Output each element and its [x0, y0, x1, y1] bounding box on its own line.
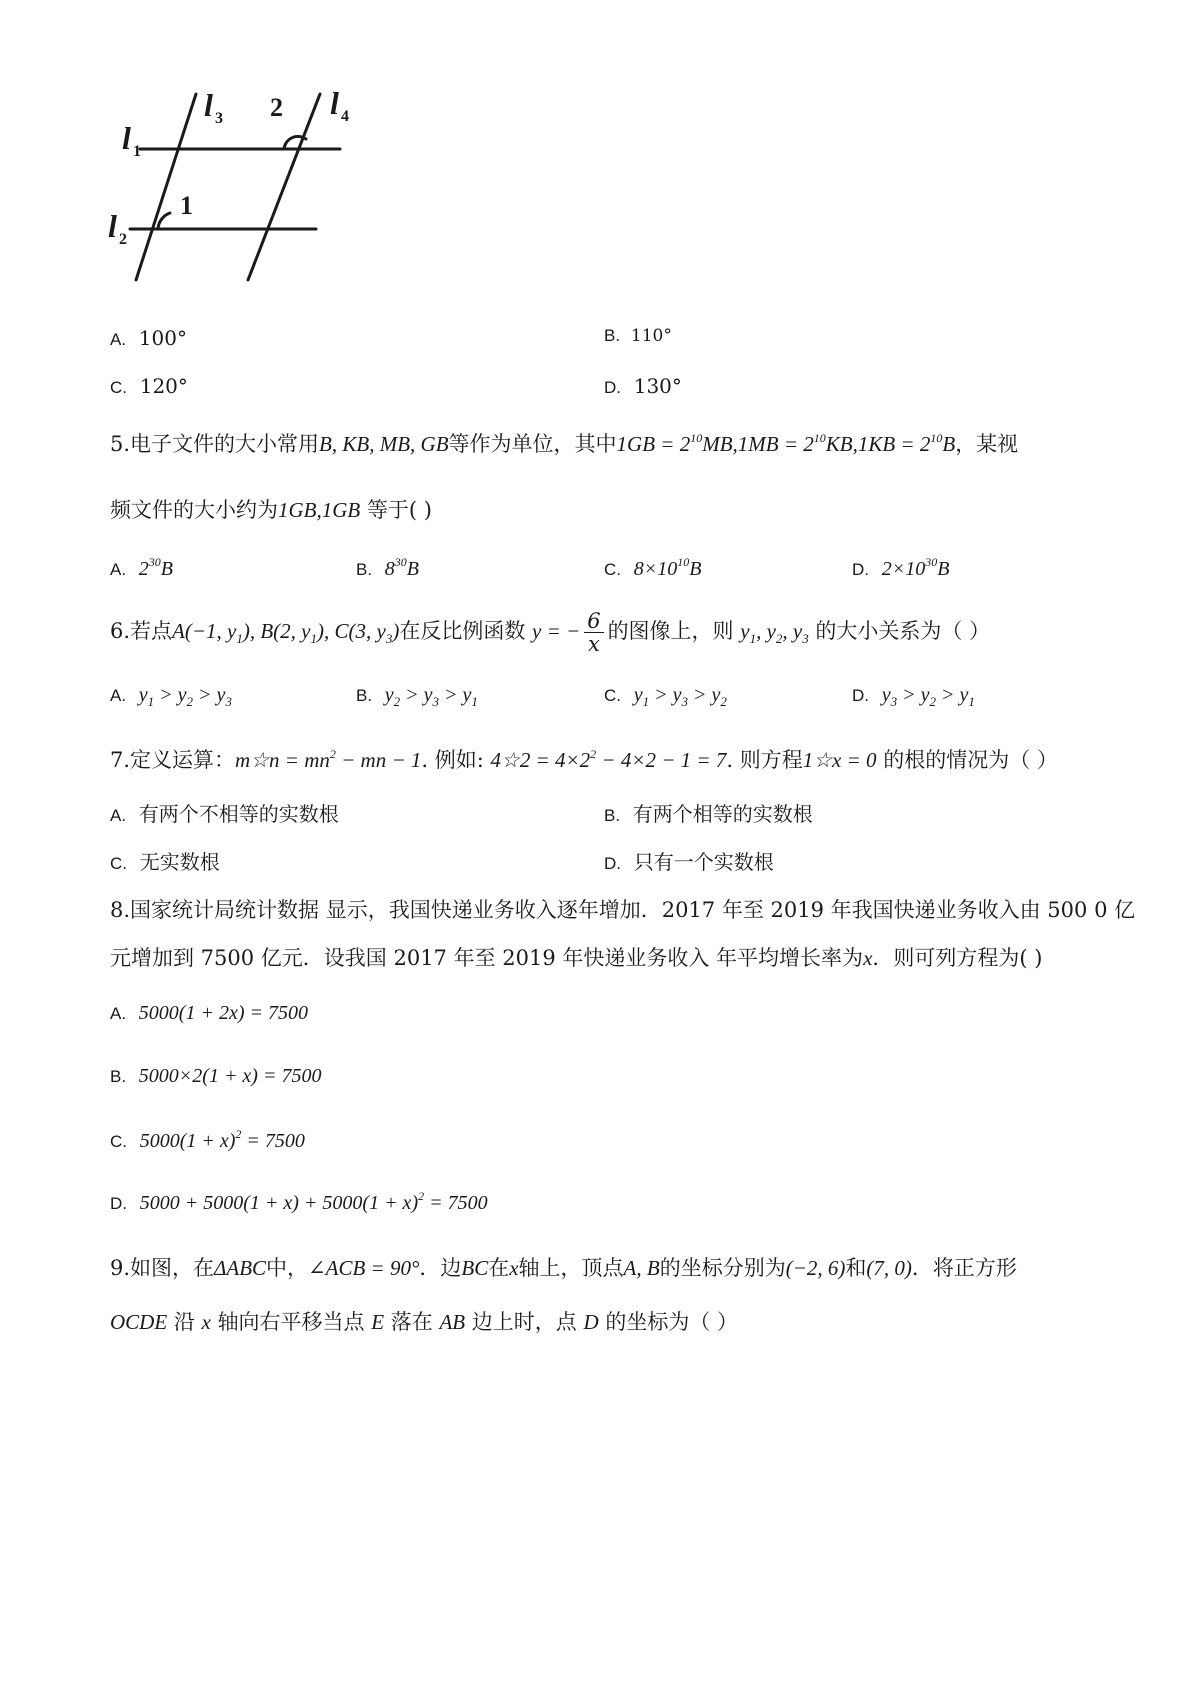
label-angle-1: 1	[180, 191, 193, 220]
q8-option-b[interactable]	[110, 1063, 321, 1088]
label-l1: l	[122, 120, 131, 156]
option-label: A.	[110, 686, 127, 705]
text: 轴向右平移当点	[217, 1310, 365, 1334]
text: 元增加到 7500 亿元．设我国 2017 年至 2019 年快递业务收入 年平均增长率为	[110, 946, 864, 970]
option-text: $5000(1 + x)^2 = 7500$	[139, 1127, 305, 1152]
option-text: 无实数根	[139, 850, 220, 874]
text: 的坐标分别为	[659, 1256, 786, 1280]
math: 1GB,1GB	[278, 498, 361, 522]
line-l3	[136, 94, 196, 280]
label-l2-sub: 2	[119, 231, 127, 248]
label-l4: l	[330, 92, 339, 121]
q6-option-b[interactable]	[356, 682, 478, 707]
option-text: 有两个不相等的实数根	[138, 802, 339, 826]
text: 在	[488, 1256, 510, 1280]
math: B, KB, MB, GB	[319, 432, 449, 456]
question-number: 7.	[110, 748, 131, 772]
q8-option-d[interactable]	[110, 1190, 488, 1215]
fraction: $\frac{6}{x}$	[584, 610, 603, 655]
question-number: 8.	[110, 898, 131, 922]
option-label: C.	[110, 378, 127, 397]
q4-option-c[interactable]	[110, 374, 188, 398]
text: 国家统计局统计数据 显示，我国快递业务收入逐年增加．2017 年至 2019 年我国快递业务收入由 500 0 亿	[130, 898, 1136, 922]
q6-option-d[interactable]	[852, 682, 975, 707]
option-label: B.	[356, 560, 373, 579]
label-l3-sub: 3	[215, 110, 223, 127]
text: ．将正方形	[911, 1256, 1017, 1280]
option-label: C.	[604, 560, 621, 579]
question-number: 9.	[110, 1256, 131, 1280]
label-l1-sub: 1	[133, 143, 141, 160]
option-label: D.	[110, 1194, 127, 1213]
math: AB	[439, 1310, 466, 1334]
math: 4☆2 = $4\times 2^2 - 4\times 2 - 1 = 7$	[490, 747, 727, 772]
option-label: B.	[604, 806, 621, 825]
text: 边上时，点	[471, 1310, 577, 1334]
label-l2: l	[108, 208, 117, 244]
label-l3: l	[204, 92, 213, 123]
q6-option-a[interactable]	[110, 682, 232, 707]
line-l4	[248, 94, 320, 280]
q4-option-a[interactable]	[110, 326, 187, 350]
option-label: D.	[604, 854, 621, 873]
math: E	[371, 1310, 385, 1334]
question-number: 6.	[110, 619, 131, 644]
math: ∠ACB = 90°	[308, 1256, 420, 1280]
option-text: 5000×2(1 + x) = 7500	[138, 1065, 322, 1087]
option-label: C.	[604, 686, 621, 705]
option-label: D.	[852, 560, 869, 579]
text: 等作为单位，其中	[448, 432, 617, 456]
angle-1-arc	[158, 213, 170, 229]
q5-option-a[interactable]	[110, 556, 173, 581]
q5-line2	[110, 494, 432, 524]
option-label: A.	[110, 330, 127, 349]
question-number: 5.	[110, 432, 131, 456]
q9-line1	[110, 1252, 1017, 1282]
option-text: $y_1 > y_3 > y_2$	[633, 684, 727, 709]
text: 等于( )	[366, 498, 432, 522]
option-text: $y_2 > y_3 > y_1$	[384, 684, 478, 709]
option-label: C.	[110, 854, 127, 873]
label-angle-2: 2	[270, 93, 283, 122]
math: $1GB = 2^{10}MB,1MB = 2^{10}KB,1KB = 2^{10}B$	[616, 431, 956, 456]
q8-option-a[interactable]	[110, 1000, 308, 1025]
math: D	[583, 1310, 599, 1334]
math: (−2, 6)	[785, 1256, 846, 1280]
label-l4-sub: 4	[341, 108, 349, 125]
q8-line1	[110, 894, 1135, 924]
math: x	[201, 1310, 211, 1334]
q7-stem	[110, 744, 1058, 774]
option-text: 110°	[630, 326, 672, 346]
text: . 则方程	[726, 748, 803, 772]
option-label: A.	[110, 1004, 127, 1023]
option-text: 有两个相等的实数根	[632, 802, 813, 826]
q8-option-c[interactable]	[110, 1128, 305, 1153]
option-text: 100°	[138, 326, 187, 350]
text: 在反比例函数	[399, 619, 526, 644]
option-text: $8^{30}B$	[384, 555, 419, 580]
math: A, B	[623, 1256, 660, 1280]
option-text: $y_1 > y_2 > y_3$	[138, 684, 232, 709]
option-label: A.	[110, 806, 127, 825]
text: 频文件的大小约为	[110, 498, 278, 522]
text: . 例如:	[421, 748, 491, 772]
text: 如图，在	[130, 1256, 215, 1280]
q9-line2	[110, 1306, 738, 1336]
math: x	[863, 946, 873, 970]
math: A(−1, $y_1$), B(2, $y_1$), C(3, $y_3$)	[172, 619, 400, 647]
q5-option-b[interactable]	[356, 556, 419, 581]
option-label: B.	[604, 326, 621, 345]
option-text: 130°	[633, 374, 682, 398]
q4-option-b[interactable]	[604, 326, 672, 346]
q6-option-c[interactable]	[604, 682, 727, 707]
q6-stem	[110, 610, 990, 655]
option-label: A.	[110, 560, 127, 579]
q7-option-b[interactable]	[604, 798, 813, 827]
text: 的图像上，则	[607, 619, 734, 644]
text: 的根的情况为（ ）	[883, 748, 1058, 772]
option-text: 120°	[139, 374, 188, 398]
q4-option-d[interactable]	[604, 374, 682, 398]
q7-option-d[interactable]	[604, 846, 774, 875]
option-label: B.	[356, 686, 373, 705]
q5-line1	[110, 428, 1018, 458]
option-label: D.	[604, 378, 621, 397]
text: ，某视	[955, 432, 1019, 456]
math: x	[509, 1256, 519, 1280]
option-text: $8\times 10^{10}B$	[633, 555, 702, 580]
text: 轴上，顶点	[518, 1256, 624, 1280]
option-text: $2^{30}B$	[138, 555, 173, 580]
option-text: $y_3 > y_2 > y_1$	[881, 684, 975, 709]
text: 的坐标为（ ）	[605, 1310, 739, 1334]
parallel-lines-figure	[108, 92, 368, 287]
math: OCDE	[110, 1310, 168, 1334]
text: ．则可列方程为( )	[872, 946, 1043, 970]
text: ．边	[419, 1256, 462, 1280]
option-label: C.	[110, 1132, 127, 1151]
q5-option-c[interactable]	[604, 556, 701, 581]
text: 若点	[130, 619, 173, 644]
option-text: $2\times 10^{30}B$	[881, 555, 950, 580]
math: 1☆x = 0	[802, 748, 877, 772]
option-text: 只有一个实数根	[633, 850, 774, 874]
text: 定义运算：	[130, 748, 236, 772]
math: $y_1$, $y_2$, $y_3$	[740, 619, 809, 647]
option-label: D.	[852, 686, 869, 705]
math: BC	[461, 1256, 489, 1280]
text: 和	[845, 1256, 867, 1280]
math: y = −	[532, 619, 581, 644]
q5-option-d[interactable]	[852, 556, 949, 581]
text: 中，	[266, 1256, 309, 1280]
q7-option-c[interactable]	[110, 846, 220, 875]
text: 落在	[390, 1310, 433, 1334]
q8-line2	[110, 942, 1042, 972]
text: 沿	[173, 1310, 195, 1334]
math: m☆n = $mn^2$ − mn − 1	[235, 747, 422, 772]
text: 的大小关系为（ ）	[815, 619, 991, 644]
text: 电子文件的大小常用	[130, 432, 320, 456]
option-text: 5000(1 + 2x) = 7500	[138, 1002, 308, 1024]
math: ΔABC	[214, 1256, 267, 1280]
option-text: $5000 + 5000(1 + x) + 5000(1 + x)^2 = 7500$	[139, 1189, 488, 1214]
math: (7, 0)	[866, 1256, 912, 1280]
option-label: B.	[110, 1067, 127, 1086]
q7-option-a[interactable]	[110, 798, 339, 827]
